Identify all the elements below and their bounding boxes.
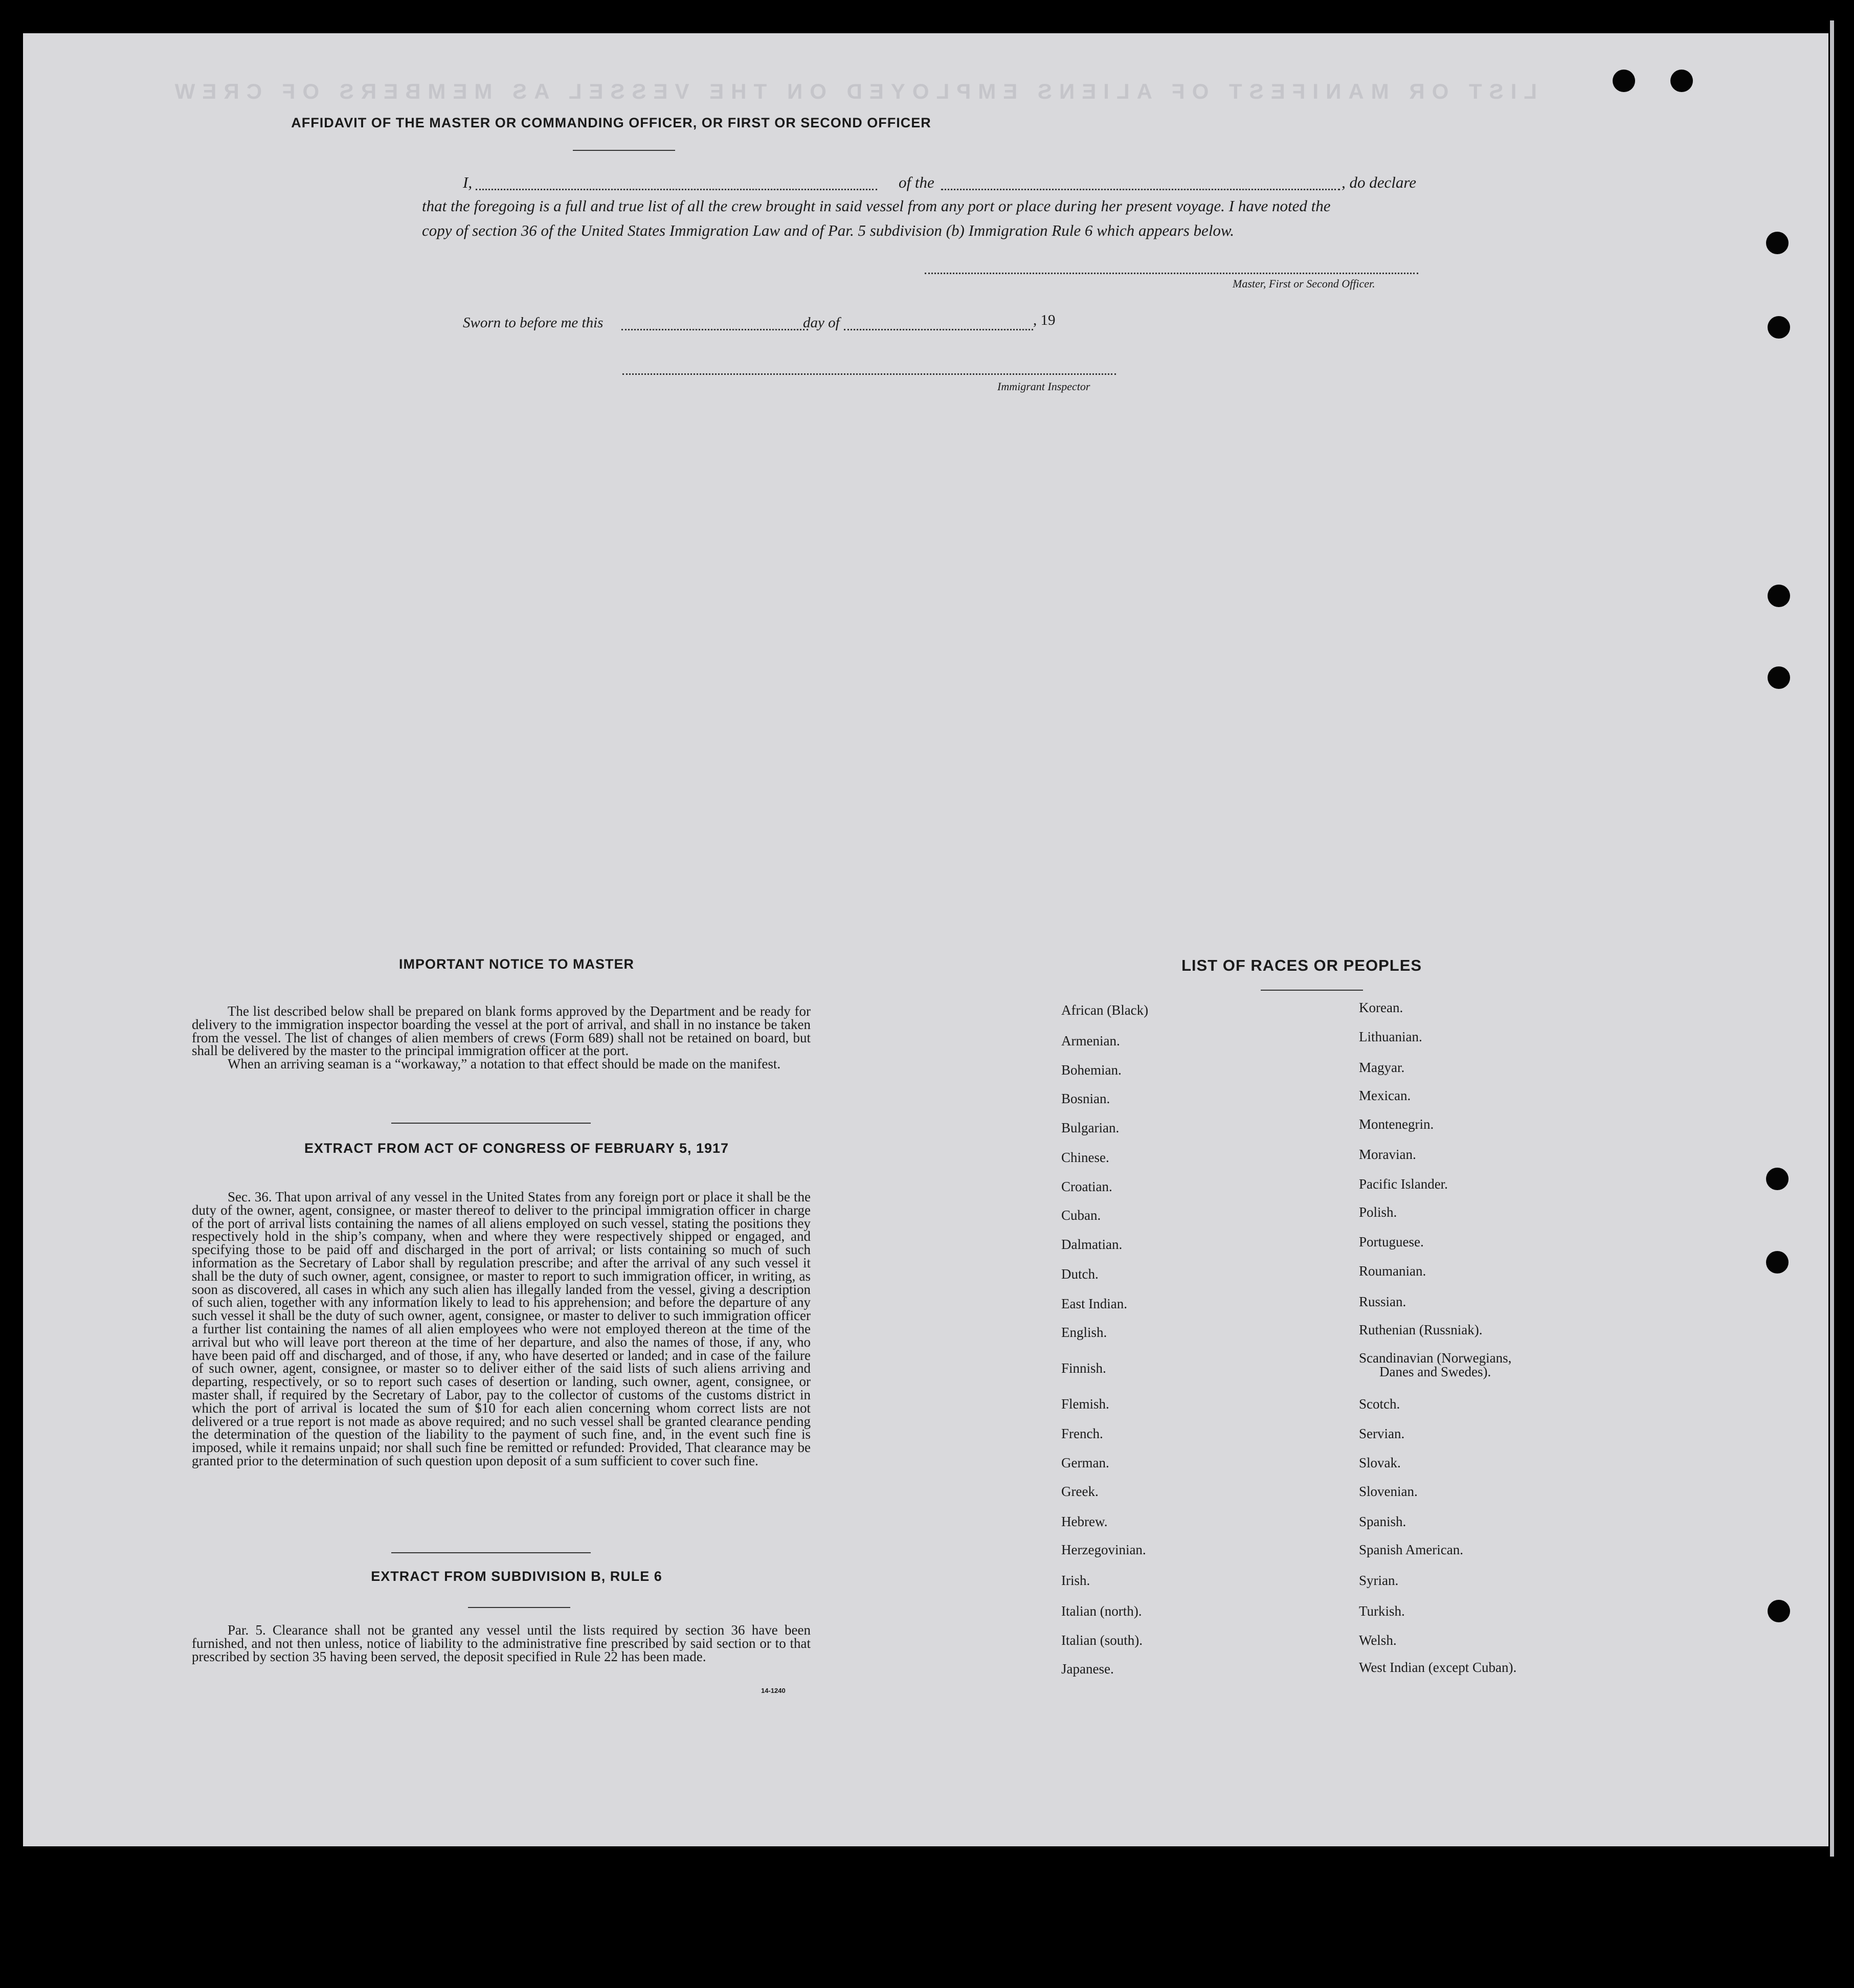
affidavit-title: AFFIDAVIT OF THE MASTER OR COMMANDING OFFICER, OR FIRST OR SECOND OFFICER: [291, 115, 931, 130]
race-item: Polish.: [1359, 1204, 1397, 1220]
race-item: German.: [1061, 1455, 1109, 1470]
races-rule: [1261, 990, 1363, 991]
race-item: Japanese.: [1061, 1661, 1114, 1677]
race-item: Lithuanian.: [1359, 1029, 1422, 1044]
extract-rule-rule: [468, 1607, 570, 1608]
binder-hole: [1613, 70, 1635, 92]
race-item: Spanish.: [1359, 1514, 1406, 1529]
notice-paragraph-2: When an arriving seaman is a “workaway,” a notation to that effect should be made on the manifest.: [228, 1056, 781, 1072]
extract-rule-title: EXTRACT FROM SUBDIVISION B, RULE 6: [371, 1569, 662, 1584]
form-sheet: [23, 33, 1828, 1846]
notice-body: [192, 1005, 811, 1071]
race-item: Servian.: [1359, 1426, 1405, 1441]
race-item: Scotch.: [1359, 1396, 1400, 1412]
race-item: Cuban.: [1061, 1208, 1101, 1223]
race-item: West Indian (except Cuban).: [1359, 1660, 1517, 1675]
extract-act-text: Sec. 36. That upon arrival of any vessel in the United States from any foreign port or place it shall be the duty of the owner, agent, consignee, or master thereof to deliver to the principal immigration officer in charge of the port of arrival lists containing the names of all aliens employed on such vessel, stating the positions they respectively hold in the ship’s company, when and where they were respectively shipped or engaged, and specifying those to be paid off and discharged in the port of arrival; or lists containing so much of such information as the Secretary of Labor shall by regulation prescribe; and after the arrival of any such vessel it shall be the duty of such owner, agent, consignee, or master to report to such immigration officer, in writing, as soon as discovered, all cases in which any such alien has illegally landed from the vessel, giving a description of such alien, together with any information likely to lead to his apprehension; and before the departure of any such vessel it shall be the duty of such owner, agent, consignee, or master to deliver to such immigration officer a further list containing the names of all alien employees who were not employed thereon at the time of the arrival but who will leave port thereon at the time of her departure, and also the names of those, if any, who have been paid off and discharged, and of those, if any, who have deserted or landed; and in case of the failure of such owner, agent, consignee, or master so to deliver either of the said lists of such aliens arriving and departing, respectively, or so to report such cases of desertion or landing, such owner, agent, consignee, or master shall, if required by the Secretary of Labor, pay to the collector of customs of the customs district in which the port of arrival is located the sum of $10 for each alien concerning whom correct lists are not delivered or a true report is not made as above required; and no such vessel shall be granted clearance pending the determination of the question of the liability to the payment of such fine, and, in the event such fine is imposed, while it remains unpaid; nor shall such fine be remitted or refunded: Provided, That clearance may be granted prior to the determination of such question upon deposit of a sum sufficient to cover such fine.: [192, 1189, 811, 1468]
race-item: Korean.: [1359, 1000, 1403, 1015]
race-item: Bulgarian.: [1061, 1120, 1120, 1135]
race-item: Turkish.: [1359, 1603, 1405, 1619]
form-number: 14-1240: [761, 1687, 786, 1694]
race-item: Irish.: [1061, 1573, 1090, 1588]
title-rule: [573, 150, 675, 151]
race-item: Finnish.: [1061, 1360, 1106, 1376]
binder-hole: [1768, 666, 1790, 689]
race-item: Greek.: [1061, 1484, 1099, 1499]
sheet-edge: [1830, 20, 1834, 1857]
affidavit-i-label: I,: [463, 173, 473, 191]
race-item: Montenegrin.: [1359, 1116, 1434, 1132]
month-blank: [844, 329, 1033, 330]
notice-title: IMPORTANT NOTICE TO MASTER: [399, 956, 634, 972]
race-item: Welsh.: [1359, 1633, 1397, 1648]
name-blank: [476, 189, 877, 190]
race-item: Chinese.: [1061, 1150, 1109, 1165]
master-signature-label: Master, First or Second Officer.: [1233, 277, 1375, 290]
race-item: Danes and Swedes).: [1379, 1364, 1491, 1379]
binder-hole: [1768, 1600, 1790, 1622]
race-item: Scandinavian (Norwegians,: [1359, 1350, 1512, 1366]
day-of-label: day of: [803, 315, 840, 331]
affidavit-line-2: that the foregoing is a full and true list of all the crew brought in said vessel from any port or place during her present voyage. I have noted the: [422, 197, 1331, 215]
affidavit-line-3: copy of section 36 of the United States Immigration Law and of Par. 5 subdivision (b) Immigration Rule 6 which appears below.: [422, 221, 1235, 239]
notice-rule: [391, 1123, 591, 1124]
race-item: Flemish.: [1061, 1396, 1109, 1412]
master-signature-line: [925, 273, 1418, 274]
bleed-through-text: LIST OR MANIFEST OF ALIENS EMPLOYED ON THE VESSEL AS MEMBERS OF CREW: [167, 79, 1537, 103]
race-item: Dalmatian.: [1061, 1237, 1123, 1252]
race-item: Bosnian.: [1061, 1091, 1110, 1106]
vessel-blank: [941, 189, 1340, 190]
race-item: Syrian.: [1359, 1573, 1399, 1588]
extract-rule-body: [192, 1624, 811, 1663]
sworn-label: Sworn to before me this: [463, 315, 604, 331]
race-item: Italian (north).: [1061, 1603, 1142, 1619]
race-item: Moravian.: [1359, 1147, 1416, 1162]
binder-hole: [1766, 1251, 1789, 1274]
extract-act-title: EXTRACT FROM ACT OF CONGRESS OF FEBRUARY 5, 1917: [304, 1141, 729, 1156]
race-item: Croatian.: [1061, 1179, 1112, 1194]
race-item: Hebrew.: [1061, 1514, 1108, 1529]
race-item: Herzegovinian.: [1061, 1542, 1146, 1557]
race-item: Spanish American.: [1359, 1542, 1463, 1557]
race-item: Italian (south).: [1061, 1633, 1143, 1648]
race-item: Magyar.: [1359, 1060, 1405, 1075]
extract-rule-text: Par. 5. Clearance shall not be granted any vessel until the lists required by section 36 have been furnished, and not then unless, notice of liability to the administrative fine prescribed by said section or to that prescribed by section 35 having been served, the deposit specified in Rule 22 has been made.: [192, 1622, 811, 1664]
extract-act-body: [192, 1191, 811, 1468]
races-title: LIST OF RACES OR PEOPLES: [1181, 956, 1422, 974]
race-item: East Indian.: [1061, 1296, 1127, 1311]
binder-hole: [1768, 585, 1790, 607]
race-item: Roumanian.: [1359, 1263, 1426, 1279]
notice-paragraph-1: The list described below shall be prepared on blank forms approved by the Department and be ready for delivery to the immigration inspector boarding the vessel at the port of arrival, and shall in no instance be taken from the vessel. The list of changes of alien members of crews (Form 689) shall not be retained on board, but shall be delivered by the master to the principal immigration officer at the port.: [192, 1003, 811, 1059]
race-item: English.: [1061, 1325, 1107, 1340]
affidavit-declare-label: , do declare: [1342, 173, 1417, 191]
race-item: Mexican.: [1359, 1088, 1411, 1103]
inspector-label: Immigrant Inspector: [997, 380, 1090, 393]
affidavit-of-the-label: of the: [899, 173, 934, 191]
binder-hole: [1768, 316, 1790, 339]
binder-hole: [1670, 70, 1693, 92]
race-item: Dutch.: [1061, 1266, 1099, 1282]
day-blank: [621, 329, 808, 330]
race-item: Russian.: [1359, 1294, 1406, 1309]
race-item: Slovak.: [1359, 1455, 1401, 1470]
race-item: Slovenian.: [1359, 1484, 1418, 1499]
extract-act-rule: [391, 1552, 591, 1553]
inspector-signature-line: [622, 373, 1116, 375]
race-item: Portuguese.: [1359, 1234, 1424, 1249]
race-item: African (Black): [1061, 1002, 1149, 1018]
race-item: Bohemian.: [1061, 1062, 1122, 1078]
race-item: Pacific Islander.: [1359, 1176, 1448, 1192]
race-item: Armenian.: [1061, 1033, 1120, 1048]
binder-hole: [1766, 1168, 1789, 1190]
binder-hole: [1766, 232, 1789, 254]
year-label: , 19: [1033, 312, 1056, 328]
race-item: French.: [1061, 1426, 1103, 1441]
race-item: Ruthenian (Russniak).: [1359, 1322, 1483, 1337]
